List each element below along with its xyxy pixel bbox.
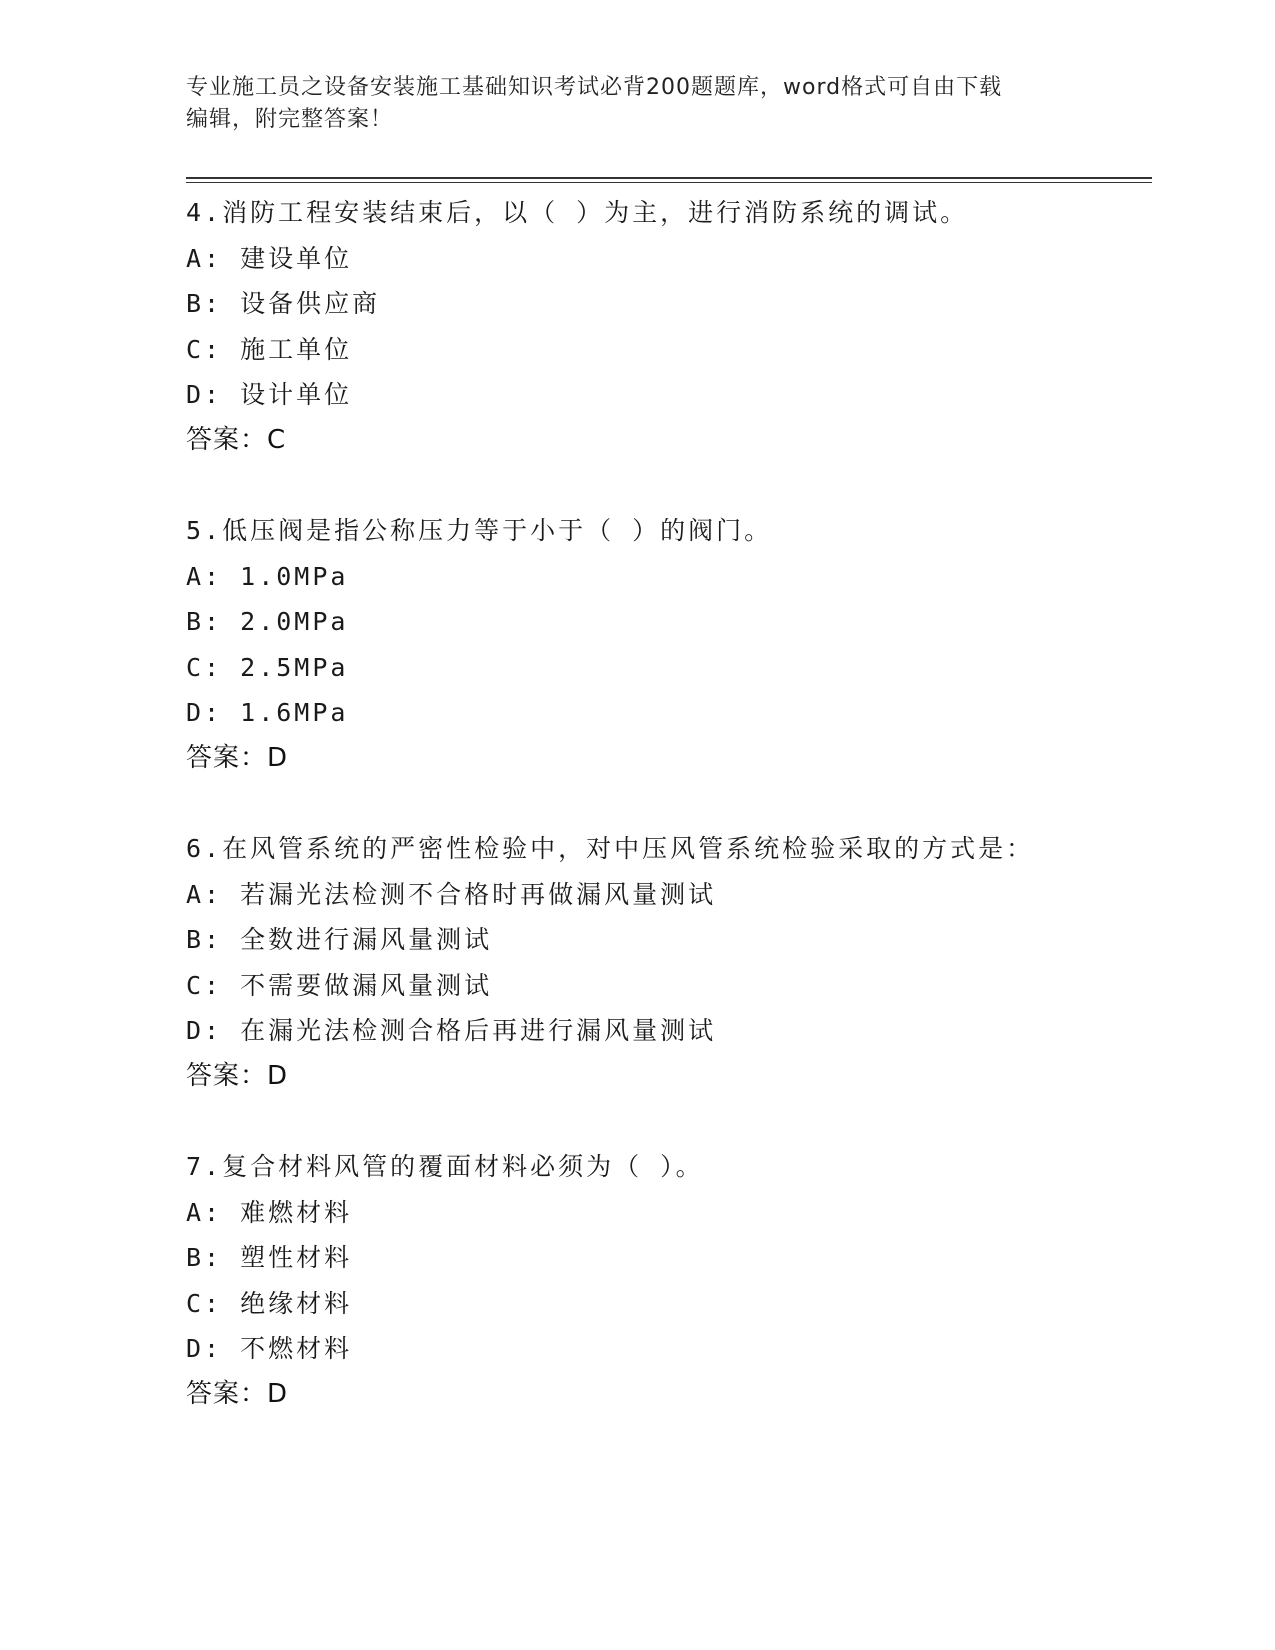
option-c: C: 2.5MPa (186, 652, 349, 682)
question-4 (186, 190, 1146, 463)
option-a: A: 1.0MPa (186, 561, 349, 591)
question-stem: 5.低压阀是指公称压力等于小于（ ）的阀门。 (186, 516, 773, 545)
option-b: B: 2.0MPa (186, 607, 349, 636)
answer-line: 答案：C (186, 424, 287, 455)
header-divider-thick (186, 177, 1152, 179)
header-divider-thin (186, 182, 1152, 183)
question-list (186, 190, 1146, 1417)
question-stem: 7.复合材料风管的覆面材料必须为（ ）。 (186, 1152, 704, 1181)
document-header (186, 72, 1086, 136)
option-d: D: 1.6MPa (186, 698, 349, 727)
option-a: A: 若漏光法检测不合格时再做漏风量测试 (186, 879, 717, 909)
option-d: D: 不燃材料 (186, 1334, 353, 1363)
option-c: C: 不需要做漏风量测试 (186, 970, 493, 1000)
answer-line: 答案：D (186, 742, 289, 773)
question-7 (186, 1144, 1146, 1417)
question-spacer (186, 781, 1146, 826)
option-d: D: 在漏光法检测合格后再进行漏风量测试 (186, 1016, 717, 1045)
option-c: C: 绝缘材料 (186, 1288, 353, 1318)
option-b: B: 设备供应商 (186, 289, 381, 318)
question-stem: 6.在风管系统的严密性检验中，对中压风管系统检验采取的方式是： (186, 834, 1035, 863)
answer-line: 答案：D (186, 1060, 289, 1091)
question-6 (186, 826, 1146, 1099)
question-spacer (186, 1099, 1146, 1144)
option-c: C: 施工单位 (186, 334, 353, 364)
option-a: A: 难燃材料 (186, 1197, 353, 1227)
option-b: B: 塑性材料 (186, 1243, 353, 1272)
option-d: D: 设计单位 (186, 380, 353, 409)
question-stem: 4.消防工程安装结束后，以（ ）为主，进行消防系统的调试。 (186, 198, 969, 227)
header-title-line-2: 编辑，附完整答案！ (186, 107, 394, 132)
option-b: B: 全数进行漏风量测试 (186, 925, 493, 954)
question-spacer (186, 463, 1146, 508)
option-a: A: 建设单位 (186, 243, 353, 273)
header-title-line-1: 专业施工员之设备安装施工基础知识考试必背200题题库，word格式可自由下载 (186, 75, 1003, 100)
answer-line: 答案：D (186, 1378, 289, 1409)
question-5 (186, 508, 1146, 781)
